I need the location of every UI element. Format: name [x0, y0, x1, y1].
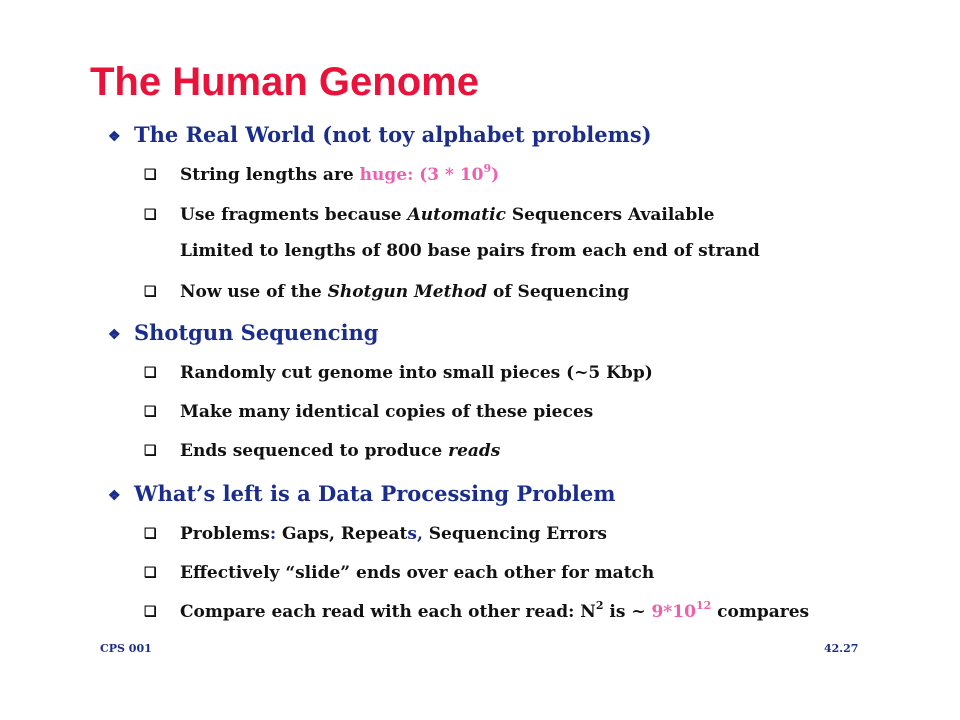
- bullet-text: Shotgun Sequencing: [134, 320, 379, 345]
- sub-bullet-slide: ❑ Effectively “slide” ends over each other for match: [144, 563, 655, 583]
- sub-bullet-shotgun-method: ❑ Now use of the Shotgun Method of Sequencing: [144, 282, 630, 302]
- emphasis-text: Shotgun Method: [327, 282, 488, 302]
- bullet-data-processing: [108, 481, 615, 509]
- diamond-bullet-icon: ❖: [108, 327, 121, 343]
- square-bullet-icon: ❑: [144, 284, 157, 300]
- footer-course: CPS 001: [100, 642, 152, 655]
- bullet-text: The Real World (not toy alphabet problems): [134, 122, 652, 147]
- square-bullet-icon: ❑: [144, 604, 157, 620]
- sub-bullet-string-lengths: ❑ String lengths are huge: $(3 * 10^9)$: [144, 162, 500, 185]
- slide-title: The Human Genome: [90, 60, 479, 104]
- sub-bullet-identical-copies: ❑ Make many identical copies of these pieces: [144, 402, 594, 422]
- diamond-bullet-icon: ❖: [108, 488, 121, 504]
- square-bullet-icon: ❑: [144, 565, 157, 581]
- footer-slide-number: 42.27: [824, 642, 859, 655]
- sub-bullet-randomly-cut: ❑ Randomly cut genome into small pieces (~5 Kbp): [144, 363, 653, 383]
- square-bullet-icon: ❑: [144, 526, 157, 542]
- emphasis-text: reads: [448, 441, 501, 461]
- bullet-real-world: [108, 122, 652, 150]
- sub-bullet-problems: ❑ Problems: Gaps, Repeats, Sequencing Errors: [144, 524, 608, 544]
- square-bullet-icon: ❑: [144, 167, 157, 183]
- square-bullet-icon: ❑: [144, 443, 157, 459]
- square-bullet-icon: ❑: [144, 404, 157, 420]
- bullet-text: What’s left is a Data Processing Problem: [134, 481, 616, 506]
- emphasis-text: Automatic: [407, 205, 506, 225]
- sub-bullet-continuation: Limited to lengths of 800 base pairs from each end of strand: [180, 241, 760, 261]
- square-bullet-icon: ❑: [144, 365, 157, 381]
- highlight-text: huge: (3 * 10: [359, 165, 484, 185]
- diamond-bullet-icon: ❖: [108, 129, 121, 145]
- sub-bullet-fragments: ❑ Use fragments because Automatic Sequencers Available: [144, 205, 715, 225]
- sub-bullet-ends-sequenced: ❑ Ends sequenced to produce reads: [144, 441, 501, 461]
- square-bullet-icon: ❑: [144, 207, 157, 223]
- highlight-text: 9*10: [651, 602, 696, 622]
- sub-bullet-compare: ❑ Compare each read with each other read: $N^2$ is ~ $9*10^{12}$ compares: [144, 599, 810, 622]
- bullet-shotgun-sequencing: [108, 320, 379, 348]
